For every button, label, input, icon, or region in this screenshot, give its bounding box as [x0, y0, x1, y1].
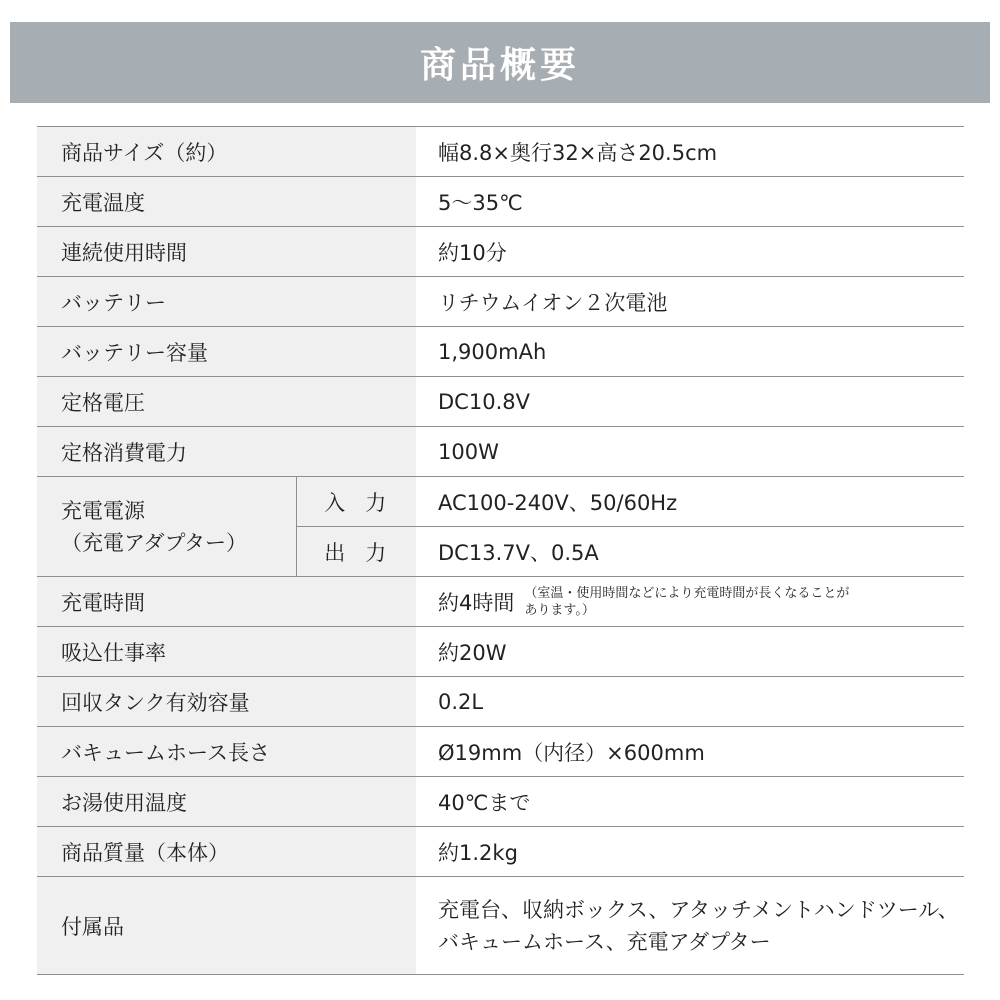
spec-label: 定格電圧 — [37, 377, 416, 427]
spec-value: 0.2L — [416, 677, 964, 727]
spec-label: 付属品 — [37, 877, 416, 975]
table-row — [37, 877, 964, 975]
header-banner — [10, 22, 990, 103]
table-row — [37, 727, 964, 777]
spec-label: 商品質量（本体） — [37, 827, 416, 877]
table-row — [37, 577, 964, 627]
table-row — [37, 327, 964, 377]
note-line2: あります。） — [524, 602, 595, 618]
table-row — [37, 227, 964, 277]
spec-label: 充電温度 — [37, 177, 416, 227]
spec-value: 40℃まで — [416, 777, 964, 827]
spec-value: 約10分 — [416, 227, 964, 277]
charge-time-value: 約4時間 — [438, 590, 515, 615]
table-row — [37, 127, 964, 177]
spec-label: 連続使用時間 — [37, 227, 416, 277]
table-row — [37, 777, 964, 827]
spec-label: バッテリー容量 — [37, 327, 416, 377]
accessories-line1: 充電台、収納ボックス、アタッチメントハンドツール、 — [438, 897, 959, 922]
spec-value: 100W — [416, 427, 964, 477]
input-value: AC100-240V、50/60Hz — [416, 477, 964, 527]
spec-label: 定格消費電力 — [37, 427, 416, 477]
spec-label: 商品サイズ（約） — [37, 127, 416, 177]
spec-value-charge-time — [416, 577, 964, 627]
spec-value: リチウムイオン２次電池 — [416, 277, 964, 327]
spec-value-accessories — [416, 877, 964, 975]
table-row — [37, 277, 964, 327]
charge-time-note — [524, 585, 934, 619]
output-sublabel: 出力 — [296, 527, 416, 577]
spec-table — [37, 126, 964, 975]
table-row — [37, 377, 964, 427]
spec-value: 1,900mAh — [416, 327, 964, 377]
table-row — [37, 427, 964, 477]
spec-value: 約1.2kg — [416, 827, 964, 877]
table-row — [37, 827, 964, 877]
charger-label-line2: （充電アダプター） — [61, 530, 248, 555]
note-line1: （室温・使用時間などにより充電時間が長くなることが — [524, 585, 850, 601]
spec-value: 約20W — [416, 627, 964, 677]
spec-value: Ø19mm（内径）×600mm — [416, 727, 964, 777]
spec-value: 5～35℃ — [416, 177, 964, 227]
table-row — [37, 627, 964, 677]
spec-label: バッテリー — [37, 277, 416, 327]
spec-label: 充電時間 — [37, 577, 416, 627]
spec-label-charger — [37, 477, 296, 577]
input-sublabel: 入力 — [296, 477, 416, 527]
spec-label: バキュームホース長さ — [37, 727, 416, 777]
table-row — [37, 177, 964, 227]
table-row — [37, 677, 964, 727]
spec-value: DC10.8V — [416, 377, 964, 427]
page-title: 商品概要 — [419, 45, 580, 86]
spec-value: 幅8.8×奥行32×高さ20.5cm — [416, 127, 964, 177]
table-row — [37, 477, 964, 527]
spec-label: お湯使用温度 — [37, 777, 416, 827]
accessories-line2: バキュームホース、充電アダプター — [438, 929, 771, 954]
spec-label: 回収タンク有効容量 — [37, 677, 416, 727]
output-value: DC13.7V、0.5A — [416, 527, 964, 577]
charger-label-line1: 充電電源 — [61, 498, 145, 523]
spec-label: 吸込仕事率 — [37, 627, 416, 677]
